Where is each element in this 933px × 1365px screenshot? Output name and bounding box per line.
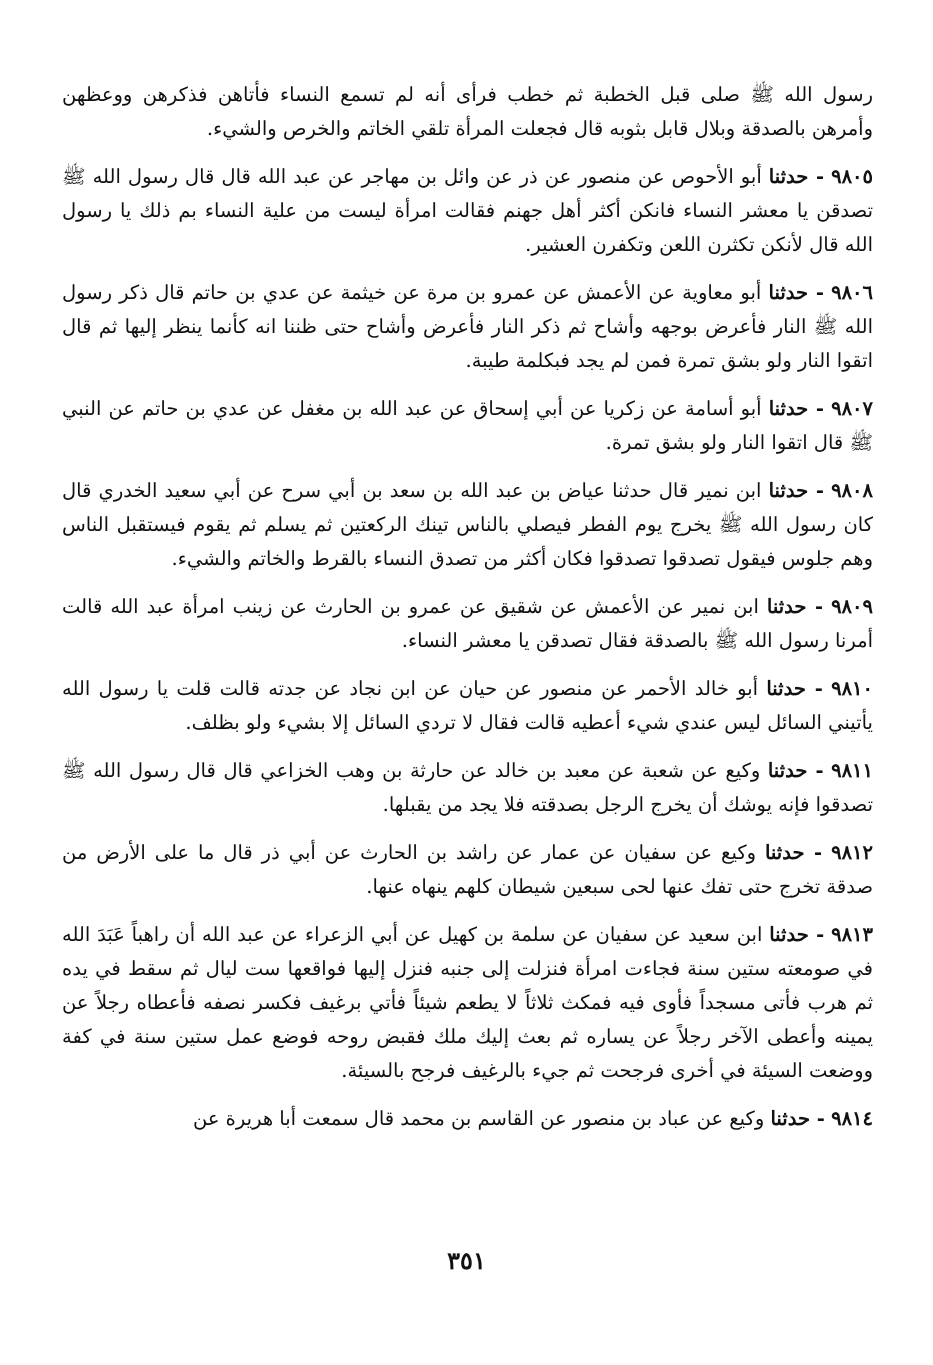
- hadith-number: ٩٨١٤: [831, 1107, 873, 1130]
- hadith-text: ابن نمير قال حدثنا عياض بن عبد الله بن سعد بن أبي سرح عن أبي سعيد الخدري قال كان رسول الله ﷺ يخرج يوم الفطر فيصلي بالناس تينك الركعتين ثم يسلم ثم يقوم فيستقبل الناس وهم جلوس فيقول تصدقوا تصدقوا فكان أكثر من تصدق النساء بالقرط والخاتم والشيء.: [62, 479, 873, 570]
- narration-lead: - حدثنا: [768, 397, 824, 420]
- hadith-9811: [62, 754, 873, 822]
- narration-lead: - حدثنا: [767, 759, 824, 782]
- narration-lead: - حدثنا: [766, 677, 823, 700]
- hadith-9806: [62, 276, 873, 378]
- hadith-number: ٩٨٠٦: [831, 281, 874, 304]
- hadith-text: أبو الأحوص عن منصور عن ذر عن وائل بن مهاجر عن عبد الله قال قال رسول الله ﷺ تصدقن يا معشر النساء فانكن أكثر أهل جهنم فقالت امرأة ليست من علية النساء بم ذلك يا رسول الله قال لأنكن تكثرن اللعن وتكفرن العشير.: [62, 165, 873, 256]
- hadith-text: وكيع عن سفيان عن عمار عن راشد بن الحارث عن أبي ذر قال ما على الأرض من صدقة تخرج حتى تفك عنها لحى سبعين شيطان كلهم ينهاه عنها.: [62, 841, 873, 898]
- narration-lead: - حدثنا: [769, 923, 825, 946]
- hadith-9807: [62, 392, 873, 460]
- narration-lead: - حدثنا: [768, 479, 824, 502]
- hadith-text: وكيع عن عباد بن منصور عن القاسم بن محمد قال سمعت أبا هريرة عن: [192, 1107, 765, 1130]
- hadith-9812: [62, 836, 873, 904]
- hadith-number: ٩٨١٣: [831, 923, 874, 946]
- hadith-number: ٩٨٠٥: [831, 165, 874, 188]
- hadith-number: ٩٨١٠: [831, 677, 874, 700]
- narration-lead: - حدثنا: [768, 165, 825, 188]
- hadith-9810: [62, 672, 873, 740]
- narration-lead: - حدثنا: [768, 281, 824, 304]
- hadith-9814: [62, 1102, 873, 1136]
- hadith-text: أبو خالد الأحمر عن منصور عن حيان عن ابن نجاد عن جدته قالت قلت يا رسول الله يأتيني السائل ليس عندي شيء أعطيه قالت فقال لا تردي السائل إلا بشيء ولو بظلف.: [62, 677, 873, 734]
- narration-lead: - حدثنا: [764, 841, 823, 864]
- hadith-9813: [62, 918, 873, 1088]
- hadith-number: ٩٨٠٧: [831, 397, 873, 420]
- narration-lead: - حدثنا: [766, 595, 824, 618]
- hadith-9808: [62, 474, 873, 576]
- hadith-text: أبو أسامة عن زكريا عن أبي إسحاق عن عبد الله بن مغفل عن عدي بن حاتم عن النبي ﷺ قال اتقوا النار ولو بشق تمرة.: [62, 397, 873, 454]
- hadith-9805: [62, 160, 873, 262]
- hadith-text: ابن نمير عن الأعمش عن شقيق عن عمرو بن الحارث عن زينب امرأة عبد الله قالت أمرنا رسول الله ﷺ بالصدقة فقال تصدقن يا معشر النساء.: [62, 595, 873, 652]
- hadith-number: ٩٨١٢: [831, 841, 874, 864]
- hadith-text: وكيع عن شعبة عن معبد بن خالد عن حارثة بن وهب الخزاعي قال قال رسول الله ﷺ تصدقوا فإنه يوشك أن يخرج الرجل بصدقته فلا يجد من يقبلها.: [62, 759, 873, 816]
- narration-lead: - حدثنا: [770, 1107, 825, 1130]
- hadith-text: أبو معاوية عن الأعمش عن عمرو بن مرة عن خيثمة عن عدي بن حاتم قال ذكر رسول الله ﷺ النار فأعرض بوجهه وأشاح ثم ذكر النار فأعرض وأشاح حتى ظننا انه كأنما ينظر إليها ثم قال اتقوا النار ولو بشق تمرة فمن لم يجد فبكلمة طيبة.: [62, 281, 873, 372]
- paragraph-text: رسول الله ﷺ صلى قبل الخطبة ثم خطب فرأى أنه لم تسمع النساء فأتاهن فذكرهن ووعظهن وأمرهن بالصدقة وبلال قابل بثوبه قال فجعلت المرأة تلقي الخاتم والخرص والشيء.: [62, 83, 873, 140]
- hadith-number: ٩٨١١: [831, 759, 874, 782]
- hadith-9809: [62, 590, 873, 658]
- paragraph-continuation: [62, 78, 873, 146]
- hadith-number: ٩٨٠٩: [831, 595, 873, 618]
- hadith-text: ابن سعيد عن سفيان عن سلمة بن كهيل عن أبي الزعراء عن عبد الله أن راهباً عَبَدَ الله في صومعته ستين سنة فجاءت امرأة فنزلت إلى جنبه فنزل إليها فواقعها ست ليال ثم سقط في يده ثم هرب فأتى مسجداً فأوى فيه فمكث ثلاثاً لا يطعم شيئاً فأتي برغيف فكسر نصفه فأعطاه رجلاً عن يمينه وأعطى الآخر رجلاً عن يساره ثم بعث إليك ملك فقبض روحه فوضع عمل ستين سنة في كفة ووضعت السيئة في أخرى فرجحت ثم جيء بالرغيف فرجح بالسيئة.: [62, 923, 873, 1082]
- hadith-number: ٩٨٠٨: [831, 479, 873, 502]
- page-number: ٣٥١: [447, 1246, 486, 1275]
